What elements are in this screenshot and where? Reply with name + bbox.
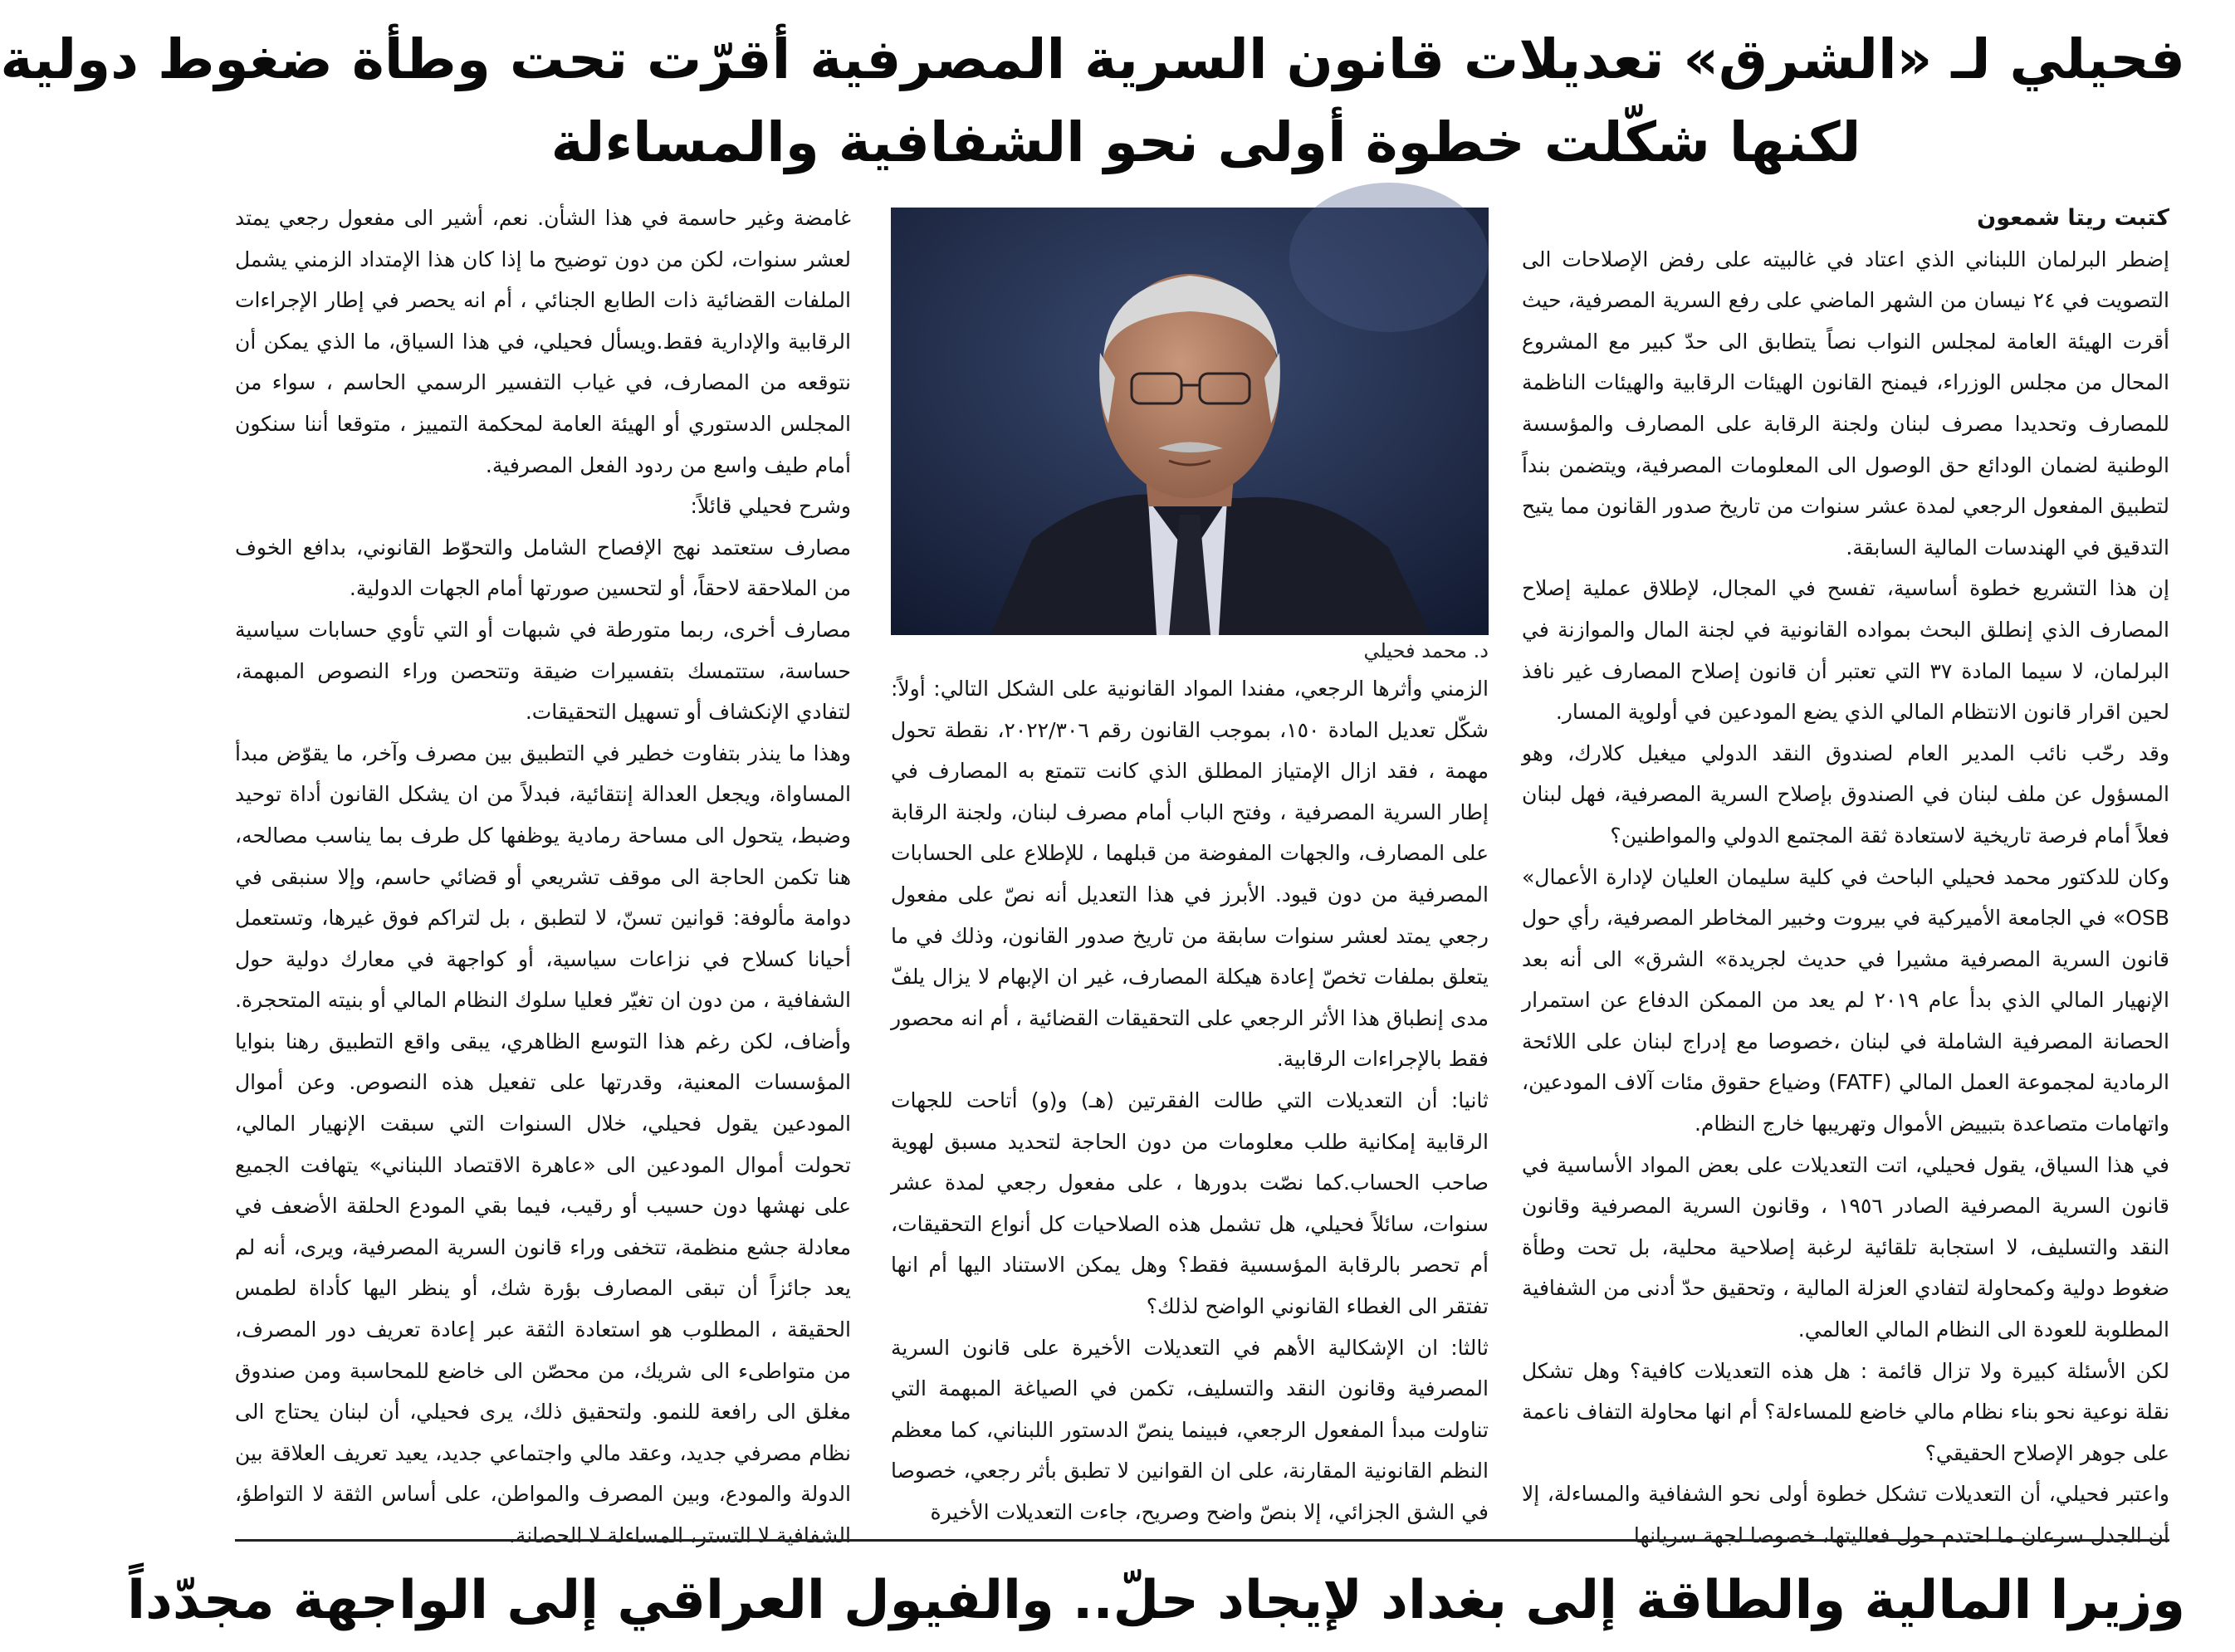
paragraph: مصارف أخرى، ربما متورطة في شبهات أو التي تأوي حسابات سياسية حساسة، ستتمسك بتفسيرات ضيقة وتتحصن وراء النصوص المبهمة، لتفادي الإنكشاف أو تسهيل التحقيقات. — [235, 617, 851, 725]
paragraph: واعتبر فحيلي، أن التعديلات تشكل خطوة أولى نحو الشفافية والمساءلة، إلا أن الجدل سرعان ما احتدم حول فعاليتها، خصوصا لجهة سريانها — [1522, 1482, 2169, 1547]
paragraph: وهذا ما ينذر بتفاوت خطير في التطبيق بين مصرف وآخر، ما يقوّض مبدأ المساواة، ويجعل العدالة إنتقائية، فبدلاً من ان يشكل القانون أداة توحيد وضبط، يتحول الى مساحة رمادية يوظفها كل طرف بما يناسب مصالحه، هنا تكمن الحاجة الى موقف تشريعي أو قضائي حاسم، وإلا سنبقى في دوامة مألوفة: قوانين تسنّ، لا لتطبق ، بل لتراكم فوق غيرها، وتستعمل أحيانا كسلاح في نزاعات سياسية، أو كواجهة في معارك دولية حول الشفافية ، من دون ان تغيّر فعليا سلوك النظام المالي أو بنيته المتحجرة. وأضاف، لكن رغم هذا التوسع الظاهري، يبقى واقع التطبيق رهنا بنوايا المؤسسات المعنية، وقدرتها على تفعيل هذه النصوص. وعن أموال المودعين يقول فحيلي، خلال السنوات التي سبقت الإنهيار المالي، تحولت أموال المودعين الى «عاهرة الاقتصاد اللبناني» يتهافت الجميع على نهشها دون حسيب أو رقيب، فيما بقي المودع الحلقة الأضعف في معادلة جشع منظمة، تتخفى وراء قانون السرية المصرفية، ويرى، أنه لم يعد جائزاً أن تبقى المصارف بؤرة شك، أو ينظر اليها كأداة لطمس الحقيقة ، المطلوب هو استعادة الثقة عبر إعادة تعريف دور المصرف، من متواطىء الى شريك، من محصّن الى خاضع للمحاسبة ومن صندوق مغلق الى رافعة للنمو. ولتحقيق ذلك، يرى فحيلي، أن لبنان يحتاج الى نظام مصرفي جديد، وعقد مالي واجتماعي جديد، يعيد تعريف العلاقة بين الدولة والمودع، وبين المصرف والمواطن، على أساس الثقة لا التواطؤ، الشفافية لا التستر، المساءلة لا الحصانة. — [235, 740, 851, 1547]
portrait-photo — [891, 208, 1489, 635]
paragraph: لكن الأسئلة كبيرة ولا تزال قائمة : هل هذه التعديلات كافية؟ وهل تشكل نقلة نوعية نحو بناء نظام مالي خاضع للمساءلة؟ أم انها محاولة التفاف ناعمة على جوهر الإصلاح الحقيقي؟ — [1522, 1358, 2169, 1465]
paragraph: في هذا السياق، يقول فحيلي، اتت التعديلات على بعض المواد الأساسية في قانون السرية المصرفية الصادر ١٩٥٦ ، وقانون السرية المصرفية وقانون النقد والتسليف، لا استجابة تلقائية لرغبة إصلاحية محلية، بل تحت وطأة ضغوط دولية وكمحاولة لتفادي العزلة المالية ، وتحقيق حدّ أدنى من الشفافية المطلوبة للعودة الى النظام المالي العالمي. — [1522, 1152, 2170, 1342]
next-article-headline: وزيرا المالية والطاقة إلى بغداد لإيجاد حلّ.. والفيول العراقي إلى الواجهة مجدّداً — [127, 1570, 2185, 1631]
main-headline — [0, 18, 2185, 184]
paragraph: وشرح فحيلي قائلاً: — [690, 494, 851, 519]
section-divider — [235, 1539, 2169, 1542]
paragraph: ثانيا: أن التعديلات التي طالت الفقرتين (هـ) و(و) أتاحت للجهات الرقابية إمكانية طلب معلومات من دون الحاجة لتحديد مسبق لهوية صاحب الحساب.كما نصّت بدورها ، على مفعول رجعي لمدة عشر سنوات، سائلاً فحيلي، هل تشمل هذه الصلاحيات كل أنواع التحقيقات، أم تحصر بالرقابة المؤسسية فقط؟ وهل يمكن الاستناد اليها أم انها تفتقر الى الغطاء القانوني الواضح لذلك؟ — [891, 1087, 1489, 1318]
article-column-left — [235, 198, 851, 1547]
headline-line-2: لكنها شكّلت خطوة أولى نحو الشفافية والمساءلة — [550, 110, 1861, 174]
photo-caption: د. محمد فحيلي — [1363, 639, 1489, 662]
paragraph: إن هذا التشريع خطوة أساسية، تفسح في المجال، لإطلاق عملية إصلاح المصارف الذي إنطلق البحث بمواده القانونية في لجنة المال والموازنة في البرلمان، لا سيما المادة ٣٧ التي تعتبر أن قانون إصلاح المصارف غير نافذ لحين اقرار قانون الانتظام المالي الذي يضع المودعين في أولوية المسار. — [1522, 576, 2169, 725]
article-column-right — [1522, 198, 2170, 1547]
paragraph: ثالثا: ان الإشكالية الأهم في التعديلات الأخيرة على قانون السرية المصرفية وقانون النقد والتسليف، تكمن في الصياغة المبهمة التي تناولت مبدأ المفعول الرجعي، فبينما ينصّ الدستور اللبناني، كما معظم النظم القانونية المقارنة، على ان القوانين لا تطبق بأثر رجعي، خصوصا في الشق الجزائي، إلا بنصّ واضح وصريح، جاءت التعديلات الأخيرة — [891, 1335, 1489, 1524]
paragraph: وكان للدكتور محمد فحيلي الباحث في كلية سليمان العليان لإدارة الأعمال» OSB» في الجامعة الأميركية في بيروت وخبير المخاطر المصرفية، رأي حول قانون السرية المصرفية مشيرا في حديث لجريدة» الشرق» الى أنه بعد الإنهيار المالي الذي بدأ عام ٢٠١٩ لم يعد من الممكن الدفاع عن استمرار الحصانة المصرفية الشاملة في لبنان ،خصوصا مع إدراج لبنان على اللائحة الرمادية لمجموعة العمل المالي (FATF) وضياع حقوق مئات آلاف المودعين، واتهامات متصاعدة بتبييض الأموال وتهريبها خارج النظام. — [1522, 864, 2169, 1136]
paragraph: غامضة وغير حاسمة في هذا الشأن. نعم، أشير الى مفعول رجعي يمتد لعشر سنوات، لكن من دون توضيح ما إذا كان هذا الإمتداد الزمني يشمل الملفات القضائية ذات الطابع الجنائي ، أم انه يحصر في إطار الإجراءات الرقابية والإدارية فقط.ويسأل فحيلي، في هذا السياق، ما الذي يمكن أن نتوقعه من المصارف، في غياب التفسير الرسمي الحاسم ، سواء من المجلس الدستوري أو الهيئة العامة لمحكمة التمييز ، متوقعا أننا سنكون أمام طيف واسع من ردود الفعل المصرفية. — [235, 206, 851, 477]
paragraph: إضطر البرلمان اللبناني الذي اعتاد في غالبيته على رفض الإصلاحات الى التصويت في ٢٤ نيسان من الشهر الماضي على رفع السرية المصرفية، حيث أقرت الهيئة العامة لمجلس النواب نصاً يتطابق الى حدّ كبير مع المشروع المحال من مجلس الوزراء، فيمنح القانون الهيئات الرقابية والهيئات الناظمة للمصارف وتحديدا مصرف لبنان ولجنة الرقابة على المصارف والمؤسسة الوطنية لضمان الودائع حق الوصول الى المعلومات المصرفية، ويتضمن بنداً لتطبيق المفعول الرجعي لمدة عشر سنوات من تاريخ صدور القانون مما يتيح التدقيق في الهندسات المالية السابقة. — [1522, 247, 2169, 560]
article-column-middle — [891, 668, 1489, 1523]
headline-line-1: فحيلي لـ «الشرق» تعديلات قانون السرية المصرفية أقرّت تحت وطأة ضغوط دولية — [0, 27, 2185, 91]
portrait-illustration — [891, 208, 1489, 635]
paragraph: الزمني وأثرها الرجعي، مفندا المواد القانونية على الشكل التالي: أولاً: شكّل تعديل المادة ١٥٠، بموجب القانون رقم ٢٠٢٢/٣٠٦، نقطة تحول مهمة ، فقد ازال الإمتياز المطلق الذي كانت تتمتع به المصارف في إطار السرية المصرفية ، وفتح الباب أمام مصرف لبنان، ولجنة الرقابة على المصارف، والجهات المفوضة من قبلهما ، للإطلاع على الحسابات المصرفية من دون قيود. الأبرز في هذا التعديل أنه نصّ على مفعول رجعي يمتد لعشر سنوات سابقة من تاريخ صدور القانون، وذلك في ما يتعلق بملفات تخصّ إعادة هيكلة المصارف، غير ان الإبهام لا يزال يلفّ مدى إنطباق هذا الأثر الرجعي على التحقيقات القضائية ، أم انه محصور فقط بالإجراءات الرقابية. — [891, 677, 1489, 1072]
byline: كتبت ريتا شمعون — [1977, 205, 2169, 231]
paragraph: مصارف ستعتمد نهج الإفصاح الشامل والتحوّط القانوني، بدافع الخوف من الملاحقة لاحقاً، أو لتحسين صورتها أمام الجهات الدولية. — [235, 535, 851, 601]
paragraph: وقد رحّب نائب المدير العام لصندوق النقد الدولي ميغيل كلارك، وهو المسؤول عن ملف لبنان في الصندوق بإصلاح السرية المصرفية، فهل لبنان فعلاً أمام فرصة تاريخية لاستعادة ثقة المجتمع الدولي والمواطنين؟ — [1522, 740, 2169, 848]
